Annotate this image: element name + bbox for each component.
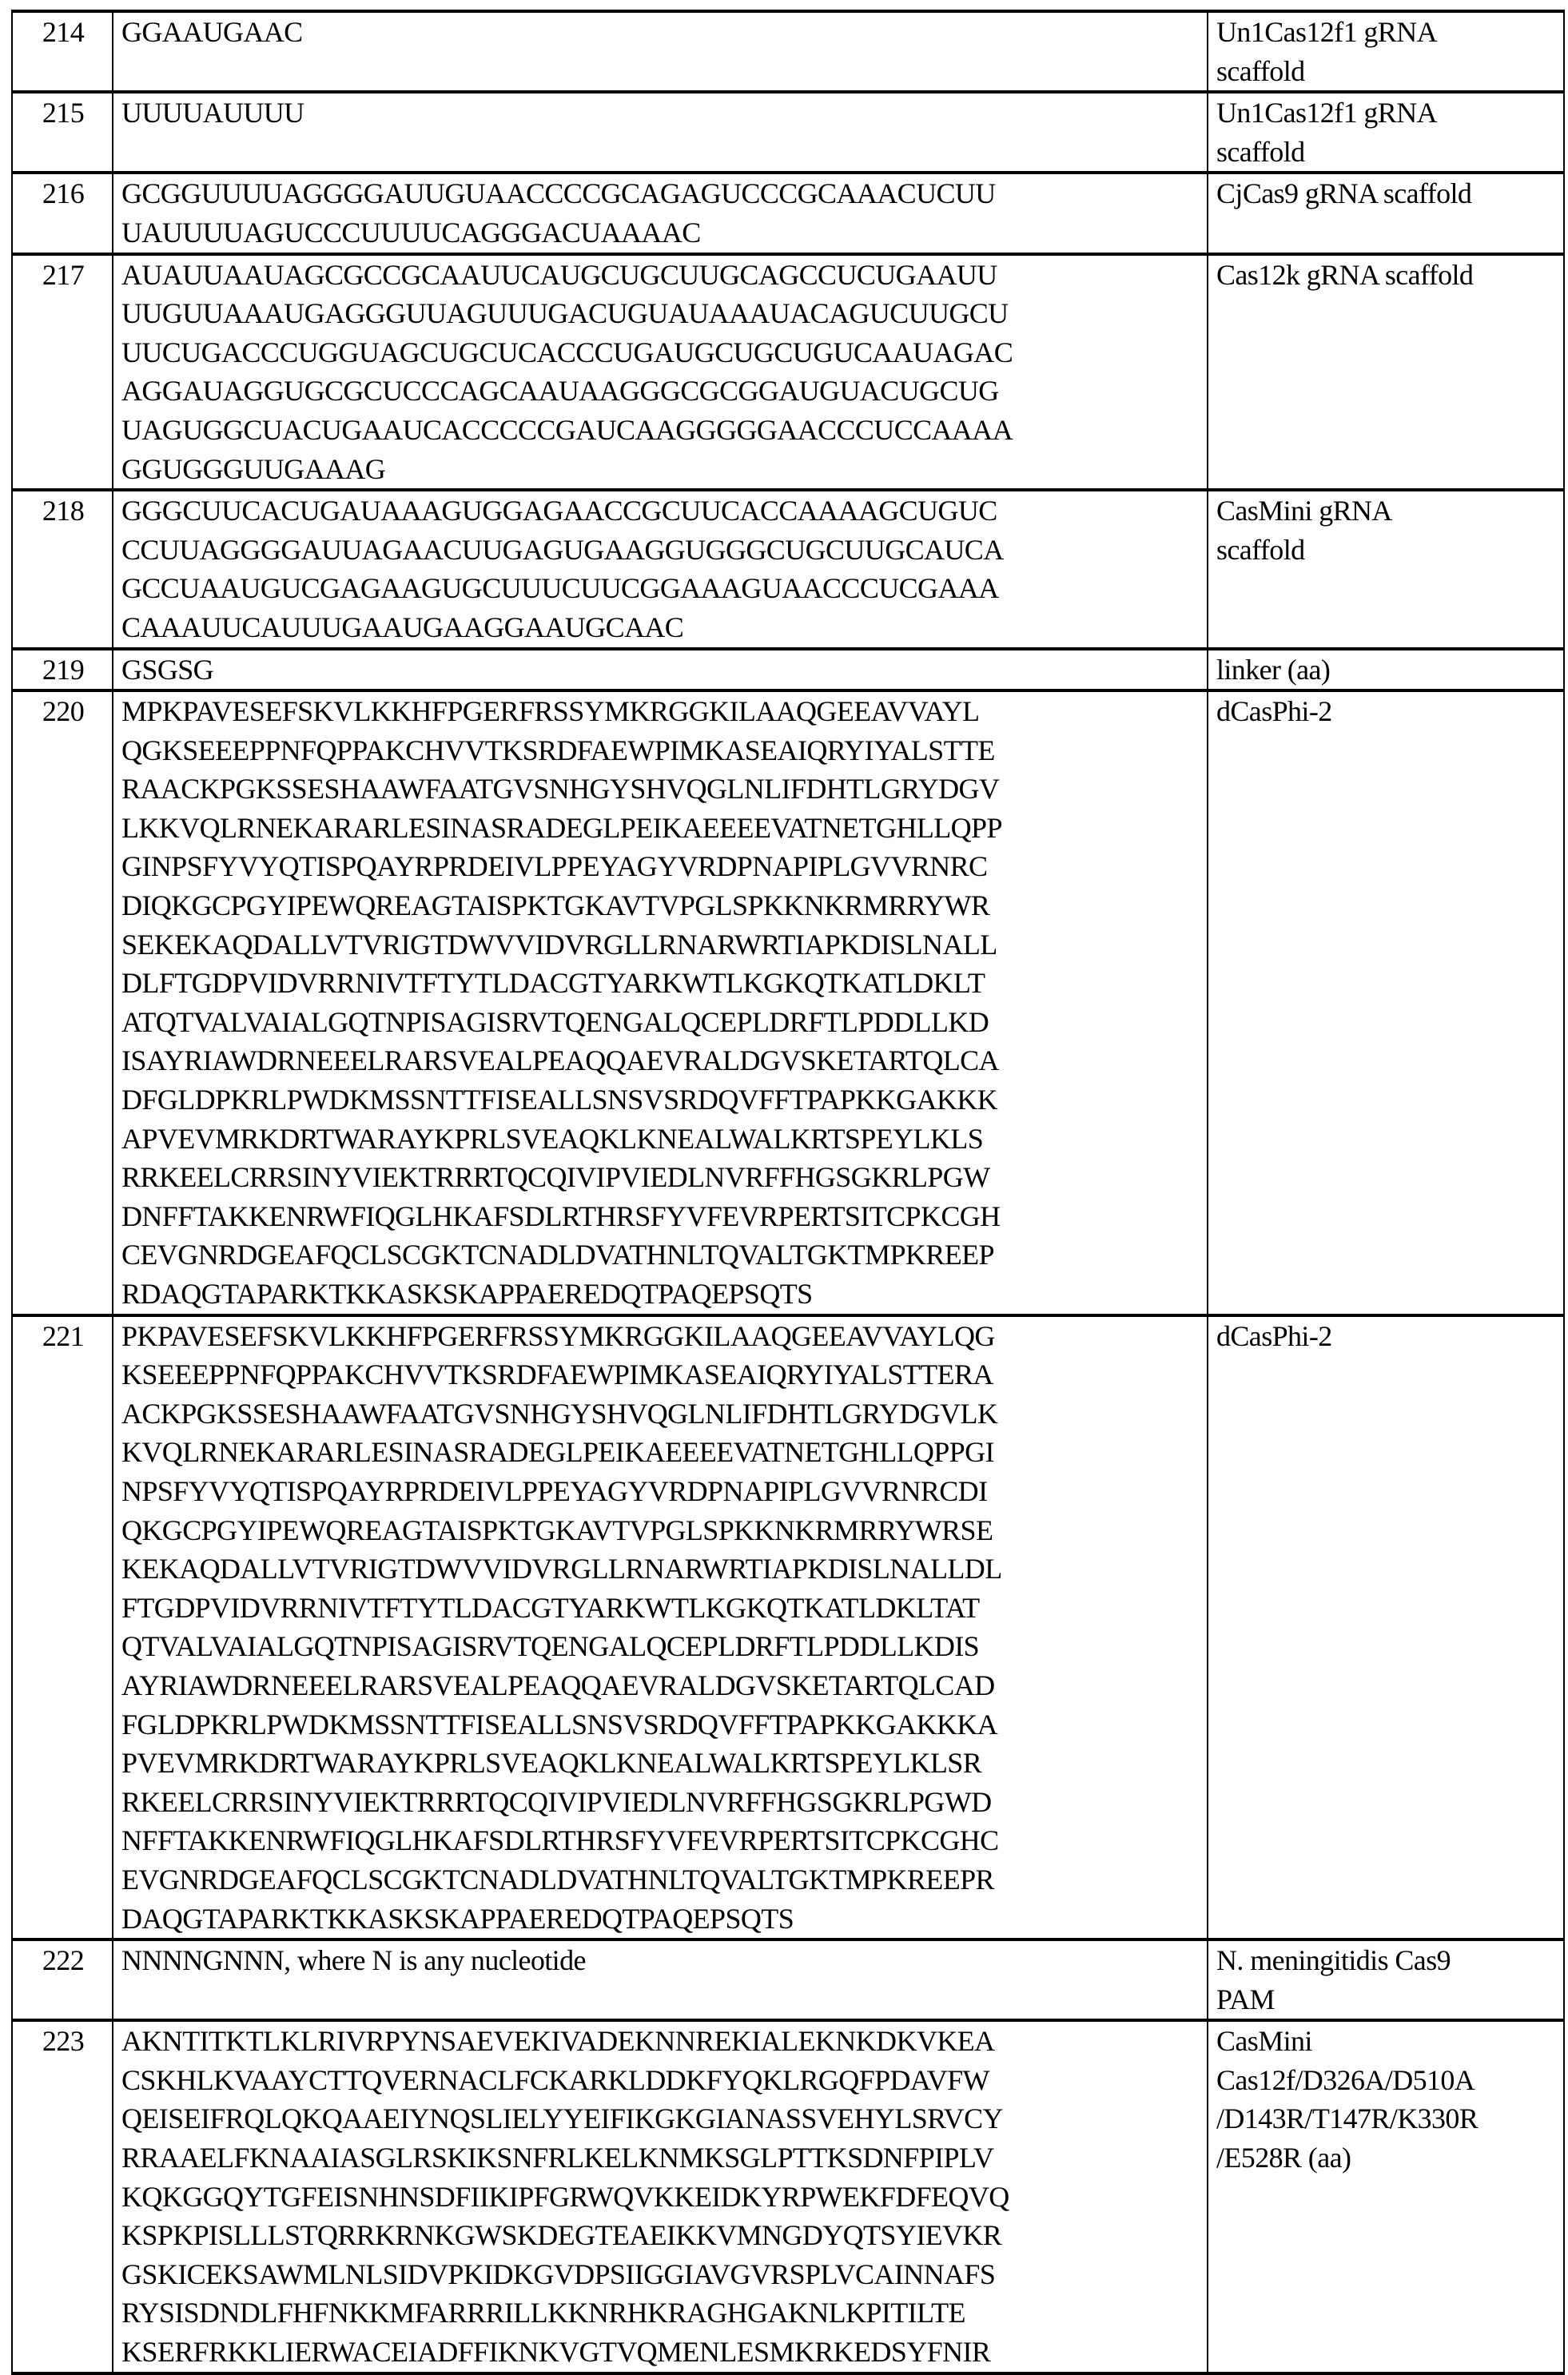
seq-id-cell: 215 xyxy=(12,92,113,173)
description-cell: dCasPhi-2 xyxy=(1208,1315,1564,1940)
description-cell: CasMini gRNA scaffold xyxy=(1208,490,1564,648)
seq-id-cell: 217 xyxy=(12,254,113,491)
sequence-cell: GSGSG xyxy=(113,649,1208,691)
table-row xyxy=(12,92,1564,173)
description-cell: Un1Cas12f1 gRNA scaffold xyxy=(1208,92,1564,173)
table-row xyxy=(12,490,1564,648)
sequence-cell: AUAUUAAUAGCGCCGCAAUUCAUGCUGCUUGCAGCCUCUGAAUU UUGUUAAAUGAGGGUUAGUUUGACUGUAUAAAUACAGUCUUGCU UUCUGACCCUGGUAGCUGCUCACCCUGAUGCUGCUGUCAAUAGAC AGGAUAGGUGCGCUCCCAGCAAUAAGGGCGCGGAUGUACUGCUG UAGUGGCUACUGAAUCACCCCCGAUCAAGGGGGAACCCUCCAAAA GGUGGGUUGAAAG xyxy=(113,254,1208,491)
table-row xyxy=(12,649,1564,691)
table-row xyxy=(12,1315,1564,1940)
sequence-cell: NNNNGNNN, where N is any nucleotide xyxy=(113,1939,1208,2020)
sequence-table-body xyxy=(12,11,1564,2373)
seq-id-cell: 214 xyxy=(12,11,113,92)
sequence-cell: AKNTITKTLKLRIVRPYNSAEVEKIVADEKNNREKIALEKNKDKVKEA CSKHLKVAAYCTTQVERNACLFCKARKLDDKFYQKLRGQFPDAVFW QEISEIFRQLQKQAAEIYNQSLIELYYEIFIKGKGIANASSVEHYLSRVCY RRAAELFKNAAIASGLRSKIKSNFRLKELKNMKSGLPTTKSDNFPIPLV KQKGGQYTGFEISNHNSDFIIKIPFGRWQVKKEIDKYRPWEKFDFEQVQ KSPKPISLLLSTQRRKRNKGWSKDEGTEAEIKKVMNGDYQTSYIEVKR GSKICEKSAWMLNLSIDVPKIDKGVDPSIIGGIAVGVRSPLVCAINNAFS RYSISDNDLFHFNKKMFARRRILLKKNRHKRAGHGAKNLKPITILTE KSERFRKKLIERWACEIADFFIKNKVGTVQMENLESMKRKEDSYFNIR xyxy=(113,2020,1208,2373)
table-row xyxy=(12,173,1564,253)
seq-id-cell: 219 xyxy=(12,649,113,691)
seq-id-cell: 216 xyxy=(12,173,113,253)
sequence-cell: GCGGUUUUAGGGGAUUGUAACCCCGCAGAGUCCCGCAAACUCUU UAUUUUAGUCCCUUUUCAGGGACUAAAAC xyxy=(113,173,1208,253)
sequence-cell: GGGCUUCACUGAUAAAGUGGAGAACCGCUUCACCAAAAGCUGUC CCUUAGGGGAUUAGAACUUGAGUGAAGGUGGGCUGCUUGCAUCA GCCUAAUGUCGAGAAGUGCUUUCUUCGGAAAGUAACCCUCGAAA CAAAUUCAUUUGAAUGAAGGAAUGCAAC xyxy=(113,490,1208,648)
table-row xyxy=(12,2020,1564,2373)
table-row xyxy=(12,690,1564,1315)
description-cell: Un1Cas12f1 gRNA scaffold xyxy=(1208,11,1564,92)
sequence-cell: GGAAUGAAC xyxy=(113,11,1208,92)
seq-id-cell: 218 xyxy=(12,490,113,648)
sequence-cell: PKPAVESEFSKVLKKHFPGERFRSSYMKRGGKILAAQGEEAVVAYLQG KSEEEPPNFQPPAKCHVVTKSRDFAEWPIMKASEAIQRYIYALSTTERA ACKPGKSSESHAAWFAATGVSNHGYSHVQGLNLIFDHTLGRYDGVLK KVQLRNEKARARLESINASRADEGLPEIKAEEEEVATNETGHLLQPPGI NPSFYVYQTISPQAYRPRDEIVLPPEYAGYVRDPNAPIPLGVVRNRCDI QKGCPGYIPEWQREAGTAISPKTGKAVTVPGLSPKKNKRMRRYWRSE KEKAQDALLVTVRIGTDWVVIDVRGLLRNARWRTIAPKDISLNALLDL FTGDPVIDVRRNIVTFTYTLDACGTYARKWTLKGKQTKATLDKLTAT QTVALVAIALGQTNPISAGISRVTQENGALQCEPLDRFTLPDDLLKDIS AYRIAWDRNEEELRARSVEALPEAQQAEVRALDGVSKETARTQLCAD FGLDPKRLPWDKMSSNTTFISEALLSNSVSRDQVFFTPAPKKGAKKKA PVEVMRKDRTWARAYKPRLSVEAQKLKNEALWALKRTSPEYLKLSR RKEELCRRSINYVIEKTRRRTQCQIVIPVIEDLNVRFFHGSGKRLPGWD NFFTAKKENRWFIQGLHKAFSDLRTHRSFYVFEVRPERTSITCPKCGHC EVGNRDGEAFQCLSCGKTCNADLDVATHNLTQVALTGKTMPKREEPR DAQGTAPARKTKKASKSKAPPAEREDQTPAQEPSQTS xyxy=(113,1315,1208,1940)
seq-id-cell: 220 xyxy=(12,690,113,1315)
table-row xyxy=(12,11,1564,92)
sequence-table xyxy=(11,10,1565,2375)
sequence-cell: MPKPAVESEFSKVLKKHFPGERFRSSYMKRGGKILAAQGEEAVVAYL QGKSEEEPPNFQPPAKCHVVTKSRDFAEWPIMKASEAIQRYIYALSTTE RAACKPGKSSESHAAWFAATGVSNHGYSHVQGLNLIFDHTLGRYDGV LKKVQLRNEKARARLESINASRADEGLPEIKAEEEEVATNETGHLLQPP GINPSFYVYQTISPQAYRPRDEIVLPPEYAGYVRDPNAPIPLGVVRNRC DIQKGCPGYIPEWQREAGTAISPKTGKAVTVPGLSPKKNKRMRRYWR SEKEKAQDALLVTVRIGTDWVVIDVRGLLRNARWRTIAPKDISLNALL DLFTGDPVIDVRRNIVTFTYTLDACGTYARKWTLKGKQTKATLDKLT ATQTVALVAIALGQTNPISAGISRVTQENGALQCEPLDRFTLPDDLLKD ISAYRIAWDRNEEELRARSVEALPEAQQAEVRALDGVSKETARTQLCA DFGLDPKRLPWDKMSSNTTFISEALLSNSVSRDQVFFTPAPKKGAKKK APVEVMRKDRTWARAYKPRLSVEAQKLKNEALWALKRTSPEYLKLS RRKEELCRRSINYVIEKTRRRTQCQIVIPVIEDLNVRFFHGSGKRLPGW DNFFTAKKENRWFIQGLHKAFSDLRTHRSFYVFEVRPERTSITCPKCGH CEVGNRDGEAFQCLSCGKTCNADLDVATHNLTQVALTGKTMPKREEP RDAQGTAPARKTKKASKSKAPPAEREDQTPAQEPSQTS xyxy=(113,690,1208,1315)
seq-id-cell: 222 xyxy=(12,1939,113,2020)
table-row xyxy=(12,254,1564,491)
description-cell: Cas12k gRNA scaffold xyxy=(1208,254,1564,491)
seq-id-cell: 221 xyxy=(12,1315,113,1940)
description-cell: linker (aa) xyxy=(1208,649,1564,691)
description-cell: CjCas9 gRNA scaffold xyxy=(1208,173,1564,253)
description-cell: N. meningitidis Cas9 PAM xyxy=(1208,1939,1564,2020)
sequence-cell: UUUUAUUUU xyxy=(113,92,1208,173)
description-cell: dCasPhi-2 xyxy=(1208,690,1564,1315)
table-row xyxy=(12,1939,1564,2020)
seq-id-cell: 223 xyxy=(12,2020,113,2373)
description-cell: CasMini Cas12f/D326A/D510A /D143R/T147R/K330R /E528R (aa) xyxy=(1208,2020,1564,2373)
